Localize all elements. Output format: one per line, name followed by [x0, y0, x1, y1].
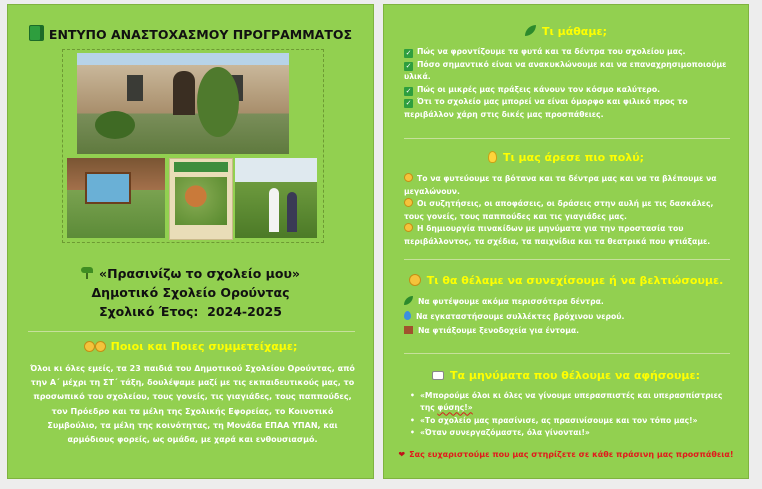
list-item: ✓ Πώς να φροντίζουμε τα φυτά και τα δέντρα του σχολείου μας. [405, 47, 686, 57]
check-icon: ✓ [405, 86, 412, 95]
list-item: Να φυτέψουμε ακόμα περισσότερα δέντρα. [404, 295, 734, 310]
poster-photo [169, 158, 233, 240]
continue-list [404, 295, 734, 339]
photo-collage [62, 49, 324, 243]
garden-photo [235, 158, 317, 238]
smile-icon [404, 198, 413, 207]
right-page [383, 4, 749, 479]
list-item: Να φτιάξουμε ξενοδοχεία για έντομα. [404, 324, 734, 339]
liked-heading: Τι μας άρεσε πιο πολύ; [384, 151, 748, 164]
messages-heading: Τα μηνύματα που θέλουμε να αφήσουμε: [384, 369, 748, 382]
continue-heading: Τι θα θέλαμε να συνεχίσουμε ή να βελτιώσουμε. [384, 274, 748, 287]
insect-hotel-icon [404, 326, 413, 334]
divider [404, 138, 730, 139]
learned-list [404, 46, 734, 122]
messages-list [410, 390, 734, 440]
divider [28, 331, 355, 332]
list-item: Οι συζητήσεις, οι αποφάσεις, οι δράσεις στην αυλή με τις δασκάλες, τους γονείς, τους παππούδες και τις γιαγιάδες μας. [404, 199, 714, 221]
list-item: • «Μπορούμε όλοι κι όλες να γίνουμε υπερασπιστές και υπερασπίστριες της φύσης!» [410, 390, 734, 415]
lightbulb-icon [488, 151, 497, 163]
learned-heading: Τι μάθαμε; [384, 25, 748, 38]
heart-icon: ❤ [398, 450, 406, 459]
leaf-icon [525, 25, 536, 36]
check-icon: ✓ [405, 61, 412, 70]
list-item: Να εγκαταστήσουμε συλλέκτες βρόχινου νερού. [404, 310, 734, 325]
project-name: «Πρασινίζω το σχολείο μου» [99, 266, 300, 281]
smile-icon [404, 223, 413, 232]
list-item: Το να φυτεύουμε τα βότανα και τα δέντρα μας και να τα βλέπουμε να μεγαλώνουν. [404, 174, 717, 196]
school-name: Δημοτικό Σχολείο Ορούντας [91, 285, 290, 300]
participants-text: Όλοι κι όλες εμείς, τα 23 παιδιά του Δημοτικού Σχολείου Ορούντας, από την Α΄ μέχρι τη ΣΤ΄ τάξη, δουλέψαμε μαζί με τις εκπαιδευτικούς μας, το προσωπικό του σχολείου, τους γονείς, τις γιαγιάδες, τους παππούδες, τον Πρόεδρο και τα μέλη της Σχολικής Εφορείας, το Κοινοτικό Συμβούλιο, τα μέλη της κοινότητας, τη Μονάδα ΕΠΑΑ ΥΠΑΝ, και αρμόδιους φορείς, ως ομάδα, με χαρά και ενθουσιασμό. [30, 364, 355, 445]
book-icon [29, 25, 44, 41]
check-icon: ✓ [405, 49, 412, 57]
divider [404, 353, 730, 354]
list-item: ✓ Πώς οι μικρές μας πράξεις κάνουν τον κόσμο καλύτερο. [405, 84, 661, 95]
school-building-photo [77, 53, 289, 154]
left-page [7, 4, 374, 479]
list-item: • «Όταν συνεργαζόμαστε, όλα γίνονται!» [410, 427, 734, 439]
water-drop-icon [404, 311, 411, 320]
list-item: • «Το σχολείο μας πρασίνισε, ας πρασινίσουμε και τον τόπο μας!» [410, 415, 734, 427]
list-item: Η δημιουργία πινακίδων με μηνύματα για την προστασία του περιβάλλοντος, τα σχέδια, τα παιχνίδια και τα θεατρικά που φτιάξαμε. [404, 224, 711, 246]
document-title: ΕΝΤΥΠΟ ΑΝΑΣΤΟΧΑΣΜΟΥ ΠΡΟΓΡΑΜΜΑΤΟΣ [8, 25, 373, 42]
classroom-photo [67, 158, 165, 238]
check-icon: ✓ [405, 99, 412, 108]
participants-heading: Ποιοι και Ποιες συμμετείχαμε; [8, 340, 373, 353]
sprout-icon [81, 267, 93, 279]
thanks-text: ❤ Σας ευχαριστούμε που μας στηρίζετε σε κάθε πράσινη μας προσπάθεια! [398, 450, 734, 459]
liked-list [404, 173, 734, 249]
school-year: 2024-2025 [207, 304, 282, 319]
sprout-icon [404, 296, 413, 305]
people-icon [84, 341, 95, 352]
thinking-face-icon [409, 274, 421, 286]
divider [404, 259, 730, 260]
year-label: Σχολικό Έτος: [99, 304, 199, 319]
speech-bubble-icon [432, 371, 444, 380]
smile-icon [404, 173, 413, 182]
list-item: ✓ Πόσο σημαντικό είναι να ανακυκλώνουμε και να επαναχρησιμοποιούμε υλικά. [404, 59, 727, 82]
project-info [8, 264, 373, 321]
people-icon [95, 341, 106, 352]
list-item: ✓ Ότι το σχολείο μας μπορεί να είναι όμορφο και φιλικό προς το περιβάλλον χάρη στις δικές μας προσπάθειες. [404, 97, 688, 119]
